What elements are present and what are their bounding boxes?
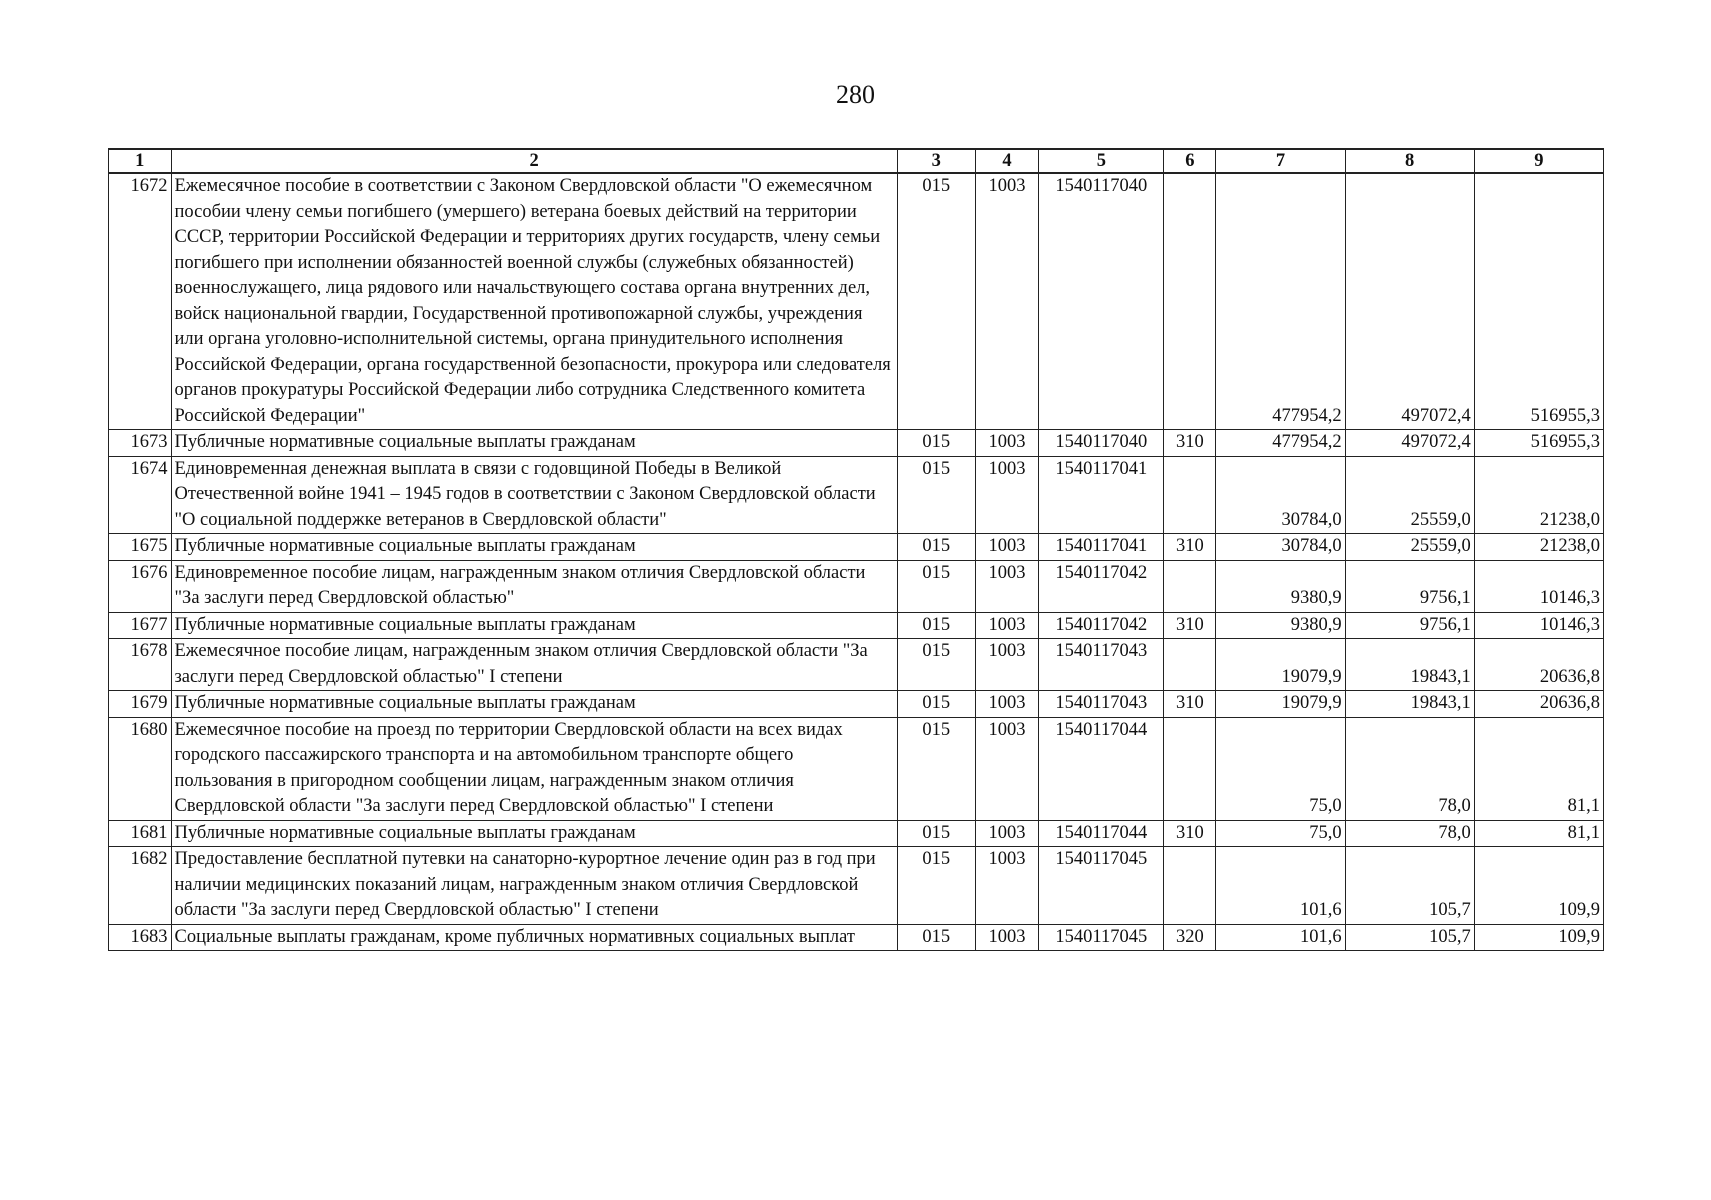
row-amount-8-cell: 9756,1 <box>1345 560 1474 612</box>
row-description-cell: Публичные нормативные социальные выплаты гражданам <box>171 691 897 718</box>
row-code-5-cell: 1540117043 <box>1039 691 1164 718</box>
row-code-4-cell: 1003 <box>975 691 1039 718</box>
header-cell-9: 9 <box>1474 149 1603 173</box>
row-amount-7-cell: 101,6 <box>1216 924 1345 951</box>
row-code-3-cell: 015 <box>897 924 975 951</box>
row-code-5-cell: 1540117045 <box>1039 847 1164 925</box>
header-cell-2: 2 <box>171 149 897 173</box>
row-code-5-cell: 1540117042 <box>1039 560 1164 612</box>
table-row <box>109 560 1604 612</box>
row-description-cell: Единовременное пособие лицам, награжденным знаком отличия Свердловской области "За заслуги перед Свердловской областью" <box>171 560 897 612</box>
row-code-4-cell: 1003 <box>975 847 1039 925</box>
row-number-cell: 1677 <box>109 612 172 639</box>
row-code-6-cell <box>1164 639 1216 691</box>
row-code-5-cell: 1540117041 <box>1039 456 1164 534</box>
row-amount-9-cell: 81,1 <box>1474 717 1603 820</box>
row-code-6-cell: 310 <box>1164 612 1216 639</box>
table-row <box>109 612 1604 639</box>
row-description-cell: Социальные выплаты гражданам, кроме публичных нормативных социальных выплат <box>171 924 897 951</box>
table-header <box>109 149 1604 173</box>
row-description-cell: Публичные нормативные социальные выплаты гражданам <box>171 534 897 561</box>
row-code-3-cell: 015 <box>897 639 975 691</box>
header-cell-7: 7 <box>1216 149 1345 173</box>
row-code-3-cell: 015 <box>897 717 975 820</box>
row-amount-7-cell: 9380,9 <box>1216 612 1345 639</box>
row-amount-7-cell: 75,0 <box>1216 717 1345 820</box>
row-amount-8-cell: 105,7 <box>1345 924 1474 951</box>
table-row <box>109 847 1604 925</box>
row-amount-8-cell: 497072,4 <box>1345 430 1474 457</box>
row-description-cell: Ежемесячное пособие лицам, награжденным знаком отличия Свердловской области "За заслуги перед Свердловской областью" I степени <box>171 639 897 691</box>
row-description-cell: Ежемесячное пособие в соответствии с Законом Свердловской области "О ежемесячном пособии члену семьи погибшего (умершего) ветерана боевых действий на территории СССР, территории Российской Федерации и территориях других государств, члену семьи погибшего при исполнении обязанностей военной службы (служебных обязанностей) военнослужащего, лица рядового или начальствующего состава органа внутренних дел, войск национальной гвардии, Государственной противопожарной службы, учреждения или органа уголовно-исполнительной системы, органа принудительного исполнения Российской Федерации, органа государственной безопасности, прокурора или следователя органов прокуратуры Российской Федерации либо сотрудника Следственного комитета Российской Федерации" <box>171 173 897 430</box>
row-number-cell: 1676 <box>109 560 172 612</box>
row-description-cell: Публичные нормативные социальные выплаты гражданам <box>171 612 897 639</box>
row-amount-9-cell: 516955,3 <box>1474 430 1603 457</box>
row-code-6-cell <box>1164 717 1216 820</box>
row-code-4-cell: 1003 <box>975 430 1039 457</box>
table-row <box>109 173 1604 430</box>
row-amount-8-cell: 19843,1 <box>1345 691 1474 718</box>
row-amount-7-cell: 19079,9 <box>1216 691 1345 718</box>
row-code-5-cell: 1540117044 <box>1039 820 1164 847</box>
row-amount-8-cell: 497072,4 <box>1345 173 1474 430</box>
header-cell-4: 4 <box>975 149 1039 173</box>
row-amount-7-cell: 19079,9 <box>1216 639 1345 691</box>
row-amount-9-cell: 81,1 <box>1474 820 1603 847</box>
table-row <box>109 430 1604 457</box>
row-amount-9-cell: 10146,3 <box>1474 560 1603 612</box>
row-code-6-cell: 320 <box>1164 924 1216 951</box>
table-row <box>109 820 1604 847</box>
header-row <box>109 149 1604 173</box>
row-amount-8-cell: 78,0 <box>1345 717 1474 820</box>
row-amount-8-cell: 19843,1 <box>1345 639 1474 691</box>
header-cell-1: 1 <box>109 149 172 173</box>
row-code-5-cell: 1540117045 <box>1039 924 1164 951</box>
row-code-3-cell: 015 <box>897 847 975 925</box>
row-amount-8-cell: 105,7 <box>1345 847 1474 925</box>
row-number-cell: 1675 <box>109 534 172 561</box>
row-code-4-cell: 1003 <box>975 612 1039 639</box>
row-amount-9-cell: 21238,0 <box>1474 456 1603 534</box>
row-amount-9-cell: 109,9 <box>1474 924 1603 951</box>
table-body <box>109 173 1604 951</box>
row-code-4-cell: 1003 <box>975 173 1039 430</box>
header-cell-5: 5 <box>1039 149 1164 173</box>
row-code-6-cell <box>1164 847 1216 925</box>
row-amount-8-cell: 78,0 <box>1345 820 1474 847</box>
header-cell-6: 6 <box>1164 149 1216 173</box>
row-code-3-cell: 015 <box>897 173 975 430</box>
row-code-6-cell <box>1164 456 1216 534</box>
row-code-4-cell: 1003 <box>975 456 1039 534</box>
table-row <box>109 639 1604 691</box>
row-amount-7-cell: 75,0 <box>1216 820 1345 847</box>
row-number-cell: 1680 <box>109 717 172 820</box>
row-amount-7-cell: 477954,2 <box>1216 173 1345 430</box>
row-code-4-cell: 1003 <box>975 924 1039 951</box>
row-code-5-cell: 1540117042 <box>1039 612 1164 639</box>
row-code-6-cell <box>1164 173 1216 430</box>
row-code-5-cell: 1540117044 <box>1039 717 1164 820</box>
row-number-cell: 1672 <box>109 173 172 430</box>
row-amount-7-cell: 9380,9 <box>1216 560 1345 612</box>
row-code-6-cell <box>1164 560 1216 612</box>
row-code-6-cell: 310 <box>1164 820 1216 847</box>
row-code-6-cell: 310 <box>1164 430 1216 457</box>
row-amount-7-cell: 477954,2 <box>1216 430 1345 457</box>
row-amount-7-cell: 30784,0 <box>1216 456 1345 534</box>
table-row <box>109 456 1604 534</box>
row-code-3-cell: 015 <box>897 560 975 612</box>
row-code-6-cell: 310 <box>1164 691 1216 718</box>
row-code-5-cell: 1540117043 <box>1039 639 1164 691</box>
row-amount-7-cell: 101,6 <box>1216 847 1345 925</box>
row-code-5-cell: 1540117040 <box>1039 173 1164 430</box>
row-code-3-cell: 015 <box>897 456 975 534</box>
row-amount-9-cell: 20636,8 <box>1474 691 1603 718</box>
row-amount-8-cell: 9756,1 <box>1345 612 1474 639</box>
row-code-6-cell: 310 <box>1164 534 1216 561</box>
table-row <box>109 691 1604 718</box>
row-description-cell: Публичные нормативные социальные выплаты гражданам <box>171 820 897 847</box>
row-number-cell: 1679 <box>109 691 172 718</box>
table-row <box>109 717 1604 820</box>
row-number-cell: 1678 <box>109 639 172 691</box>
row-code-4-cell: 1003 <box>975 820 1039 847</box>
row-amount-9-cell: 20636,8 <box>1474 639 1603 691</box>
row-code-5-cell: 1540117040 <box>1039 430 1164 457</box>
row-code-5-cell: 1540117041 <box>1039 534 1164 561</box>
row-amount-9-cell: 21238,0 <box>1474 534 1603 561</box>
header-cell-3: 3 <box>897 149 975 173</box>
row-amount-9-cell: 109,9 <box>1474 847 1603 925</box>
row-amount-8-cell: 25559,0 <box>1345 456 1474 534</box>
row-amount-8-cell: 25559,0 <box>1345 534 1474 561</box>
header-cell-8: 8 <box>1345 149 1474 173</box>
row-code-3-cell: 015 <box>897 430 975 457</box>
row-amount-9-cell: 516955,3 <box>1474 173 1603 430</box>
row-description-cell: Единовременная денежная выплата в связи с годовщиной Победы в Великой Отечественной войне 1941 – 1945 годов в соответствии с Законом Свердловской области "О социальной поддержке ветеранов в Свердловской области" <box>171 456 897 534</box>
row-number-cell: 1674 <box>109 456 172 534</box>
row-code-3-cell: 015 <box>897 691 975 718</box>
row-code-4-cell: 1003 <box>975 717 1039 820</box>
row-number-cell: 1682 <box>109 847 172 925</box>
row-number-cell: 1681 <box>109 820 172 847</box>
row-description-cell: Публичные нормативные социальные выплаты гражданам <box>171 430 897 457</box>
page-number: 280 <box>836 80 875 109</box>
row-code-4-cell: 1003 <box>975 534 1039 561</box>
row-code-3-cell: 015 <box>897 534 975 561</box>
row-amount-7-cell: 30784,0 <box>1216 534 1345 561</box>
table-row <box>109 534 1604 561</box>
row-description-cell: Ежемесячное пособие на проезд по территории Свердловской области на всех видах городского пассажирского транспорта и на автомобильном транспорте общего пользования в пригородном сообщении лицам, награжденным знаком отличия Свердловской области "За заслуги перед Свердловской областью" I степени <box>171 717 897 820</box>
row-code-3-cell: 015 <box>897 612 975 639</box>
budget-table <box>108 148 1604 951</box>
row-description-cell: Предоставление бесплатной путевки на санаторно-курортное лечение один раз в год при наличии медицинских показаний лицам, награжденным знаком отличия Свердловской области "За заслуги перед Свердловской областью" I степени <box>171 847 897 925</box>
table-row <box>109 924 1604 951</box>
row-number-cell: 1673 <box>109 430 172 457</box>
row-code-3-cell: 015 <box>897 820 975 847</box>
row-amount-9-cell: 10146,3 <box>1474 612 1603 639</box>
row-code-4-cell: 1003 <box>975 560 1039 612</box>
row-code-4-cell: 1003 <box>975 639 1039 691</box>
row-number-cell: 1683 <box>109 924 172 951</box>
